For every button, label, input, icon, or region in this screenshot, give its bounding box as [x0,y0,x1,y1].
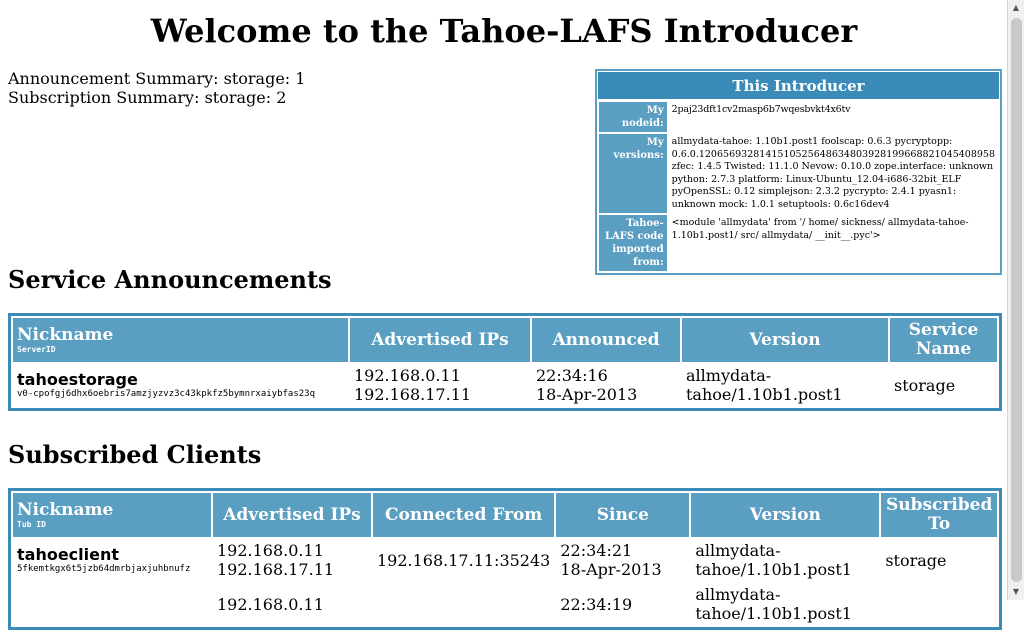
subscription-summary: Subscription Summary: storage: 2 [8,88,287,107]
announcement-summary: Announcement Summary: storage: 1 [8,69,306,88]
table-header-row [13,318,997,362]
col-nickname-label: Nickname [17,499,114,520]
service-announcements-table [8,313,1002,411]
since-cell [556,539,689,581]
client-nickname: tahoeclient [17,545,120,564]
nickname-cell [13,364,348,406]
table-row [13,583,997,625]
subscribed-to-cell: storage [885,550,947,570]
nodeid-value: 2paj23dft1cv2masp6b7wqesbvkt4x6tv [671,104,851,115]
table-row [13,364,997,406]
connected-from-cell: 192.168.17.11:35243 [377,550,551,570]
introducer-table [597,100,1000,273]
announced-cell [532,364,680,406]
versions-value: allmydata-tahoe: 1.10b1.post1 foolscap: 0.6.3 pycryptopp: 0.6.0.1206569328141510525648634803928199668821045408958 zfec: 1.4.5 Twisted: 11.1.0 Nevow: 0.10.0 zope.interface: unknown python: 2.7.3 platform: Linux-Ubuntu_12.04-i686-32bit_ELF pyOpenSSL: 0.12 simplejson: 2.3.2 pycrypto: 2.4.1 pyasn1: unknown mock: 1.0.1 setuptools: 0.6c16dev4 [671,136,996,210]
ips-cell [350,364,530,406]
scroll-down-arrow-icon[interactable]: ▼ [1012,587,1020,596]
tub-id: 5fkemtkgx6t5jzb64dmrbjaxjuhbnufz [17,564,191,574]
introducer-heading: This Introducer [597,71,1000,100]
connected-from-cell [373,583,554,625]
col-announced: Announced [532,318,680,362]
code-imported-label: Tahoe-LAFS code imported from: [599,215,667,271]
table-header-row [13,493,997,537]
col-since: Since [556,493,689,537]
col-service-name: Service Name [890,318,997,362]
versions-label: My versions: [599,134,667,213]
ips-cell [213,539,371,581]
summary-block [8,69,305,107]
announced-time: 22:34:16 [536,366,608,385]
col-nickname-label: Nickname [17,324,114,345]
subscribed-clients-heading: Subscribed Clients [8,440,262,469]
scroll-up-arrow-icon[interactable]: ▲ [1012,3,1020,12]
col-subscribed-to: Subscribed To [881,493,997,537]
announced-date: 18-Apr-2013 [536,385,638,404]
nickname-cell [13,539,211,581]
col-tubid-label: Tub ID [17,519,46,529]
col-version: Version [682,318,888,362]
introducer-row-code [599,215,998,271]
version-cell: allmydata-tahoe/1.10b1.post1 [695,585,852,623]
col-version: Version [691,493,879,537]
col-advertised-ips: Advertised IPs [350,318,530,362]
server-nickname: tahoestorage [17,370,138,389]
nodeid-label: My nodeid: [599,102,667,132]
ip-address: 192.168.0.11 [217,541,324,560]
ip-address: 192.168.17.11 [354,385,472,404]
ips-cell [213,583,371,625]
table-row [13,539,997,581]
col-serverid-label: ServerID [17,344,56,354]
subscribed-to-cell [881,583,997,625]
code-imported-value: <module 'allmydata' from '/ home/ sickness/ allmydata-tahoe-1.10b1.post1/ src/ allmydata/ __init__.pyc'> [671,217,969,241]
col-nickname [13,318,348,362]
subscribed-clients-table [8,488,1002,630]
version-cell: allmydata-tahoe/1.10b1.post1 [686,366,843,404]
nickname-cell [13,583,211,625]
since-time: 22:34:19 [560,594,633,614]
page-title: Welcome to the Tahoe-LAFS Introducer [150,12,858,50]
service-name-cell: storage [894,375,956,395]
since-cell [556,583,689,625]
col-connected-from: Connected From [373,493,554,537]
since-time: 22:34:21 [560,541,633,560]
ip-address: 192.168.0.11 [217,594,324,614]
col-advertised-ips: Advertised IPs [213,493,371,537]
server-id: v0-cpofgj6dhx6oebris7amzjyzvz3c43kpkfz5bymnrxaiybfas23q [17,389,316,399]
version-cell: allmydata-tahoe/1.10b1.post1 [695,541,852,579]
introducer-info-box [595,69,1002,275]
introducer-row-versions [599,134,998,213]
scroll-thumb[interactable] [1011,18,1022,582]
since-date: 18-Apr-2013 [560,560,662,579]
ip-address: 192.168.0.11 [354,366,461,385]
ip-address: 192.168.17.11 [217,560,335,579]
service-announcements-heading: Service Announcements [8,265,332,294]
col-nickname [13,493,211,537]
introducer-row-nodeid [599,102,998,132]
vertical-scrollbar[interactable] [1007,0,1024,600]
